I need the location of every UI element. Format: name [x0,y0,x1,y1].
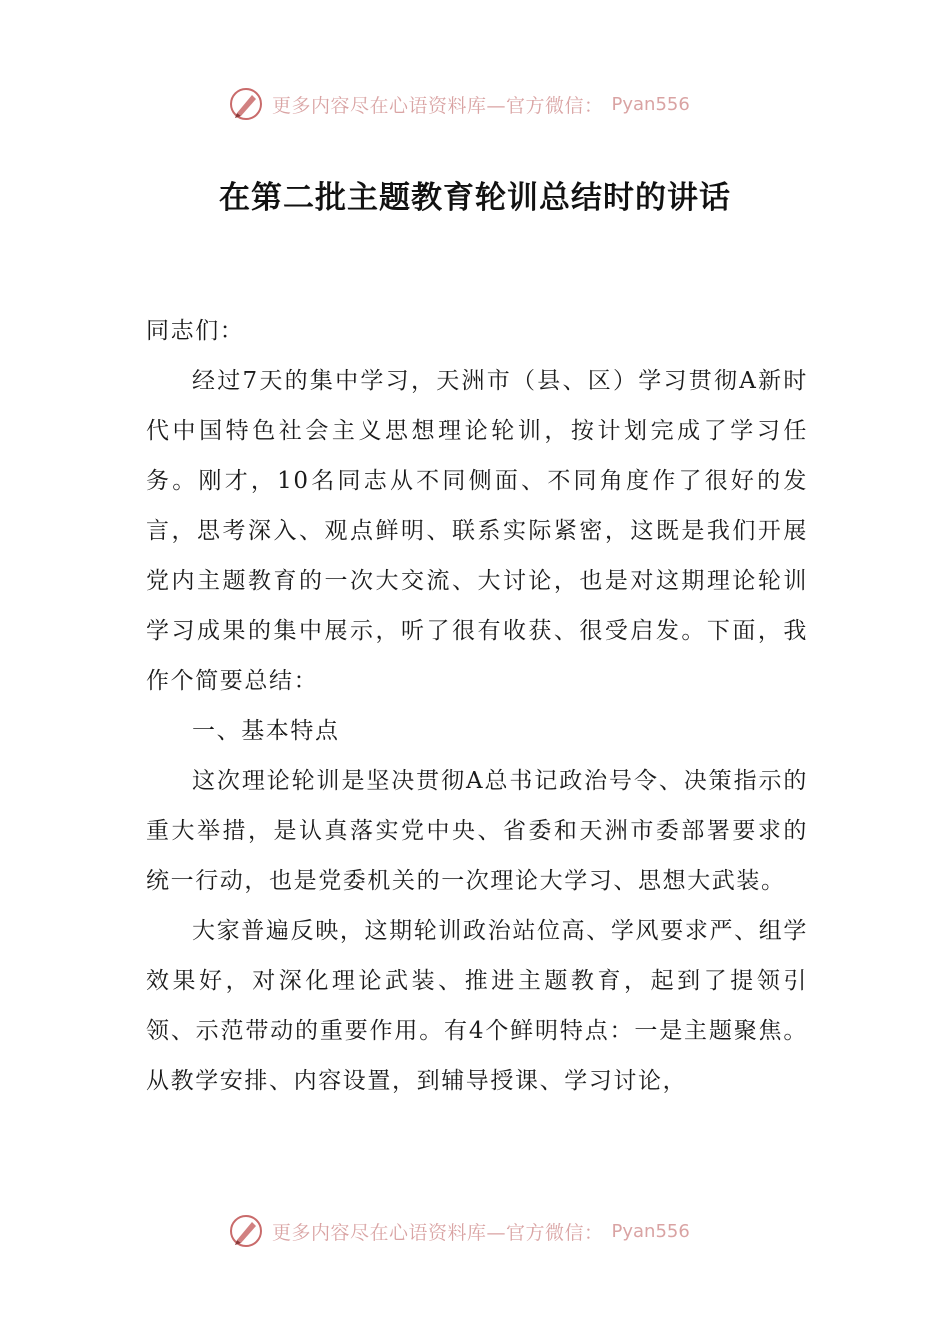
pen-logo-icon [228,86,264,122]
watermark-text: 更多内容尽在心语资料库—官方微信： [272,1221,604,1244]
paragraph: 这次理论轮训是坚决贯彻A总书记政治号令、决策指示的重大举措，是认真落实党中央、省委和天洲市委部署要求的统一行动，也是党委机关的一次理论大学习、思想大武装。 [146,768,808,894]
watermark-wechat-id: Pyan556 [611,93,690,115]
section-heading: 一、基本特点 [192,718,340,744]
document-body [146,306,808,1106]
watermark-wechat-id: Pyan556 [611,1220,690,1242]
salutation: 同志们： [146,318,245,344]
paragraph: 经过7天的集中学习，天洲市（县、区）学习贯彻A新时代中国特色社会主义思想理论轮训，按计划完成了学习任务。刚才，10名同志从不同侧面、不同角度作了很好的发言，思考深入、观点鲜明、联系实际紧密，这既是我们开展党内主题教育的一次大交流、大讨论，也是对这期理论轮训学习成果的集中展示，听了很有收获、很受启发。下面，我作个简要总结： [146,368,808,694]
pen-logo-icon [228,1213,264,1249]
watermark-footer [228,1211,690,1251]
watermark-header [228,84,690,124]
document-title: 在第二批主题教育轮训总结时的讲话 [219,180,731,216]
watermark-text: 更多内容尽在心语资料库—官方微信： [272,94,604,117]
paragraph: 大家普遍反映，这期轮训政治站位高、学风要求严、组学效果好，对深化理论武装、推进主题教育，起到了提领引领、示范带动的重要作用。有4个鲜明特点：一是主题聚焦。从教学安排、内容设置，到辅导授课、学习讨论， [146,918,808,1094]
